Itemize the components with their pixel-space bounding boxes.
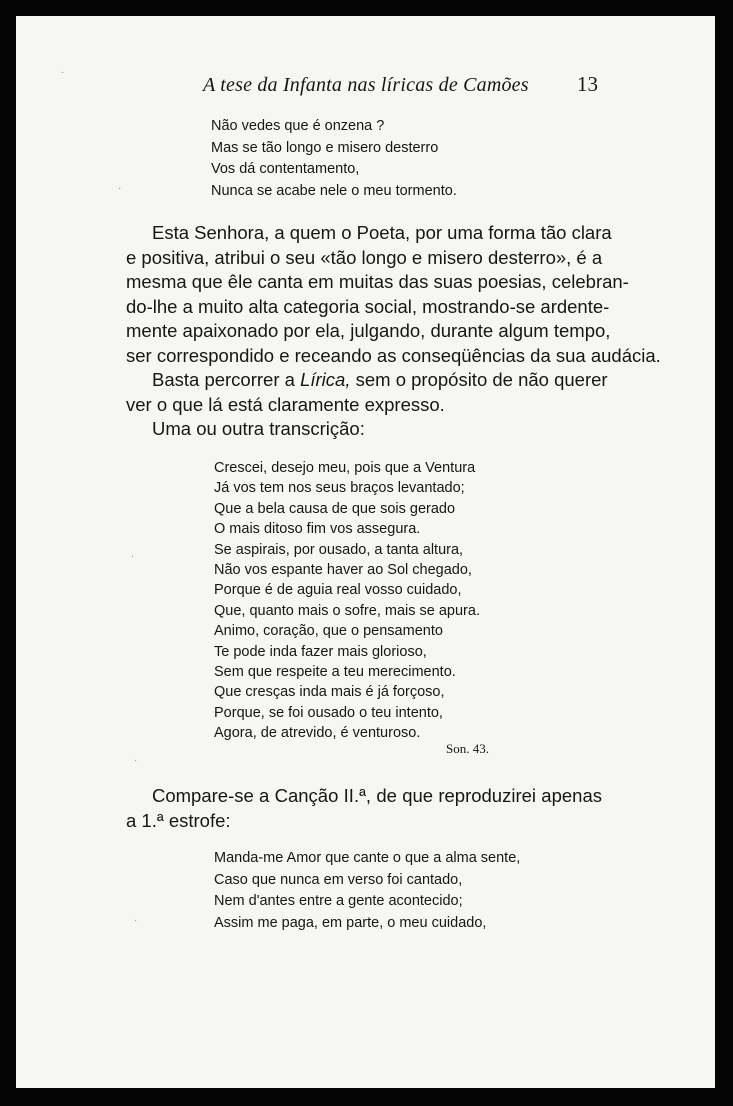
verse-line: Mas se tão longo e misero desterro: [211, 139, 439, 156]
prose-line: a 1.ª estrofe:: [126, 809, 231, 831]
verse-line: Nunca se acabe nele o meu tormento.: [211, 182, 457, 199]
verse-line: Não vedes que é onzena ?: [211, 118, 385, 134]
prose-line: Compare-se a Canção II.ª, de que reproduzirei apenas: [152, 785, 602, 806]
sonnet-line: Que a bela causa de que sois gerado: [214, 500, 456, 517]
book-title-italic: Lírica,: [300, 369, 351, 390]
print-speck: ·: [134, 916, 138, 927]
sonnet-line: Se aspirais, por ousado, a tanta altura,: [214, 541, 464, 558]
paragraph-cancao: [126, 784, 602, 833]
prose-text: sem o propósito de não querer: [350, 369, 608, 390]
running-title: A tese da Infanta nas líricas de Camões: [203, 74, 529, 96]
prose-line: mente apaixonado por ela, julgando, durante algum tempo,: [126, 320, 611, 341]
print-speck: ·: [131, 552, 135, 563]
prose-line: mesma que êle canta em muitas das suas poesias, celebran-: [126, 271, 629, 292]
verse-line: Vos dá contentamento,: [211, 161, 360, 177]
sonnet-line: Animo, coração, que o pensamento: [214, 623, 443, 640]
prose-line: [126, 368, 608, 393]
verse-line: Nem d'antes entre a gente acontecido;: [214, 893, 463, 910]
prose-line: e positiva, atribui o seu «tão longo e misero desterro», é a: [126, 246, 603, 268]
paragraph-transcricao: [126, 417, 602, 442]
sonnet-line: O mais ditoso fim vos assegura.: [214, 521, 421, 538]
verse-line: Assim me paga, em parte, o meu cuidado,: [214, 914, 487, 931]
sonnet-43: [214, 458, 480, 744]
sonnet-line: Não vos espante haver ao Sol chegado,: [214, 562, 472, 579]
cancao-stanza: [214, 848, 520, 934]
prose-line: ser correspondido e receando as conseqüências da sua audácia.: [126, 344, 661, 366]
sonnet-attribution: Son. 43.: [446, 741, 489, 756]
sonnet-line: Porque é de aguia real vosso cuidado,: [214, 582, 462, 599]
verse-line: Manda-me Amor que cante o que a alma sente,: [214, 850, 521, 866]
prose-line: ver o que lá está claramente expresso.: [126, 393, 445, 415]
book-page: [16, 16, 715, 1088]
prose-line: do-lhe a muito alta categoria social, mostrando-se ardente-: [126, 295, 610, 317]
sonnet-line: Sem que respeite a teu merecimento.: [214, 664, 456, 681]
sonnet-line: Que, quanto mais o sofre, mais se apura.: [214, 602, 480, 619]
prose-text: Basta percorrer a: [152, 369, 301, 390]
sonnet-line: Crescei, desejo meu, pois que a Ventura: [214, 460, 476, 476]
sonnet-line: Agora, de atrevido, é venturoso.: [214, 725, 421, 742]
print-speck: ·: [118, 184, 122, 195]
verse-excerpt-top: [211, 116, 457, 202]
page-number: 13: [577, 72, 598, 96]
print-speck: ·: [61, 68, 65, 79]
sonnet-line: Já vos tem nos seus braços levantado;: [214, 480, 465, 497]
paragraph-lirica: [126, 368, 608, 417]
print-speck: ·: [134, 756, 138, 767]
paragraph-senhora: [126, 221, 661, 368]
sonnet-line: Porque, se foi ousado o teu intento,: [214, 704, 443, 721]
prose-line: Esta Senhora, a quem o Poeta, por uma forma tão clara: [152, 222, 612, 243]
sonnet-line: Que cresças inda mais é já forçoso,: [214, 684, 445, 701]
verse-line: Caso que nunca em verso foi cantado,: [214, 871, 463, 888]
prose-line: Uma ou outra transcrição:: [152, 418, 365, 439]
sonnet-line: Te pode inda fazer mais glorioso,: [214, 643, 427, 660]
